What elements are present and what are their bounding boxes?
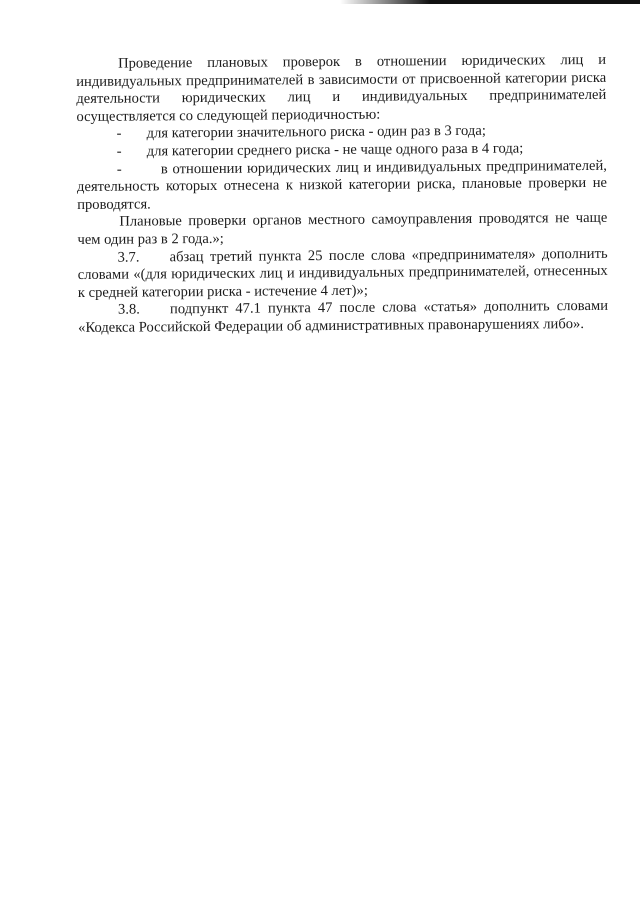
item-text: подпункт 47.1 пункта 47 после слова «статья» дополнить словами «Кодекса Российской Федерации об административных правонарушениях либо». [78,298,609,336]
scan-edge-mark [340,0,640,4]
bullet-low-risk [77,157,607,214]
item-3-7 [78,245,608,302]
document-body [76,52,608,338]
bullet-text: для категории значительного риска - один раз в 3 года; [146,123,486,142]
bullet-dash: - [116,126,122,143]
item-number: 3.7. [117,249,140,266]
bullet-text: в отношении юридических лиц и индивидуальных предпринимателей, деятельность которых отнесена к низкой категории риска, плановые проверки не проводятся. [76,157,608,213]
item-3-8 [78,298,608,337]
bullet-text: для категории среднего риска - не чаще одного раза в 4 года; [146,140,524,160]
bullet-dash: - [116,143,122,160]
item-number: 3.8. [117,301,140,318]
bullet-dash: - [116,161,122,178]
item-text: абзац третий пункта 25 после слова «предпринимателя» дополнить словами «(для юридических лиц и индивидуальных предпринимателей, отнесенных к средней категории риска - истечение 4 лет)»; [77,245,608,301]
paragraph-local-government: Плановые проверки органов местного самоуправления проводятся не чаще чем один раз в 2 года.»; [77,210,608,248]
paragraph-inspection-schedule: Проведение плановых проверок в отношении юридических лиц и индивидуальных предпринимателей в зависимости от присвоенной категории риска деятельности юридических лиц и индивидуальных предпринимателей осуществляется со следующей периодичностью: [76,51,607,125]
